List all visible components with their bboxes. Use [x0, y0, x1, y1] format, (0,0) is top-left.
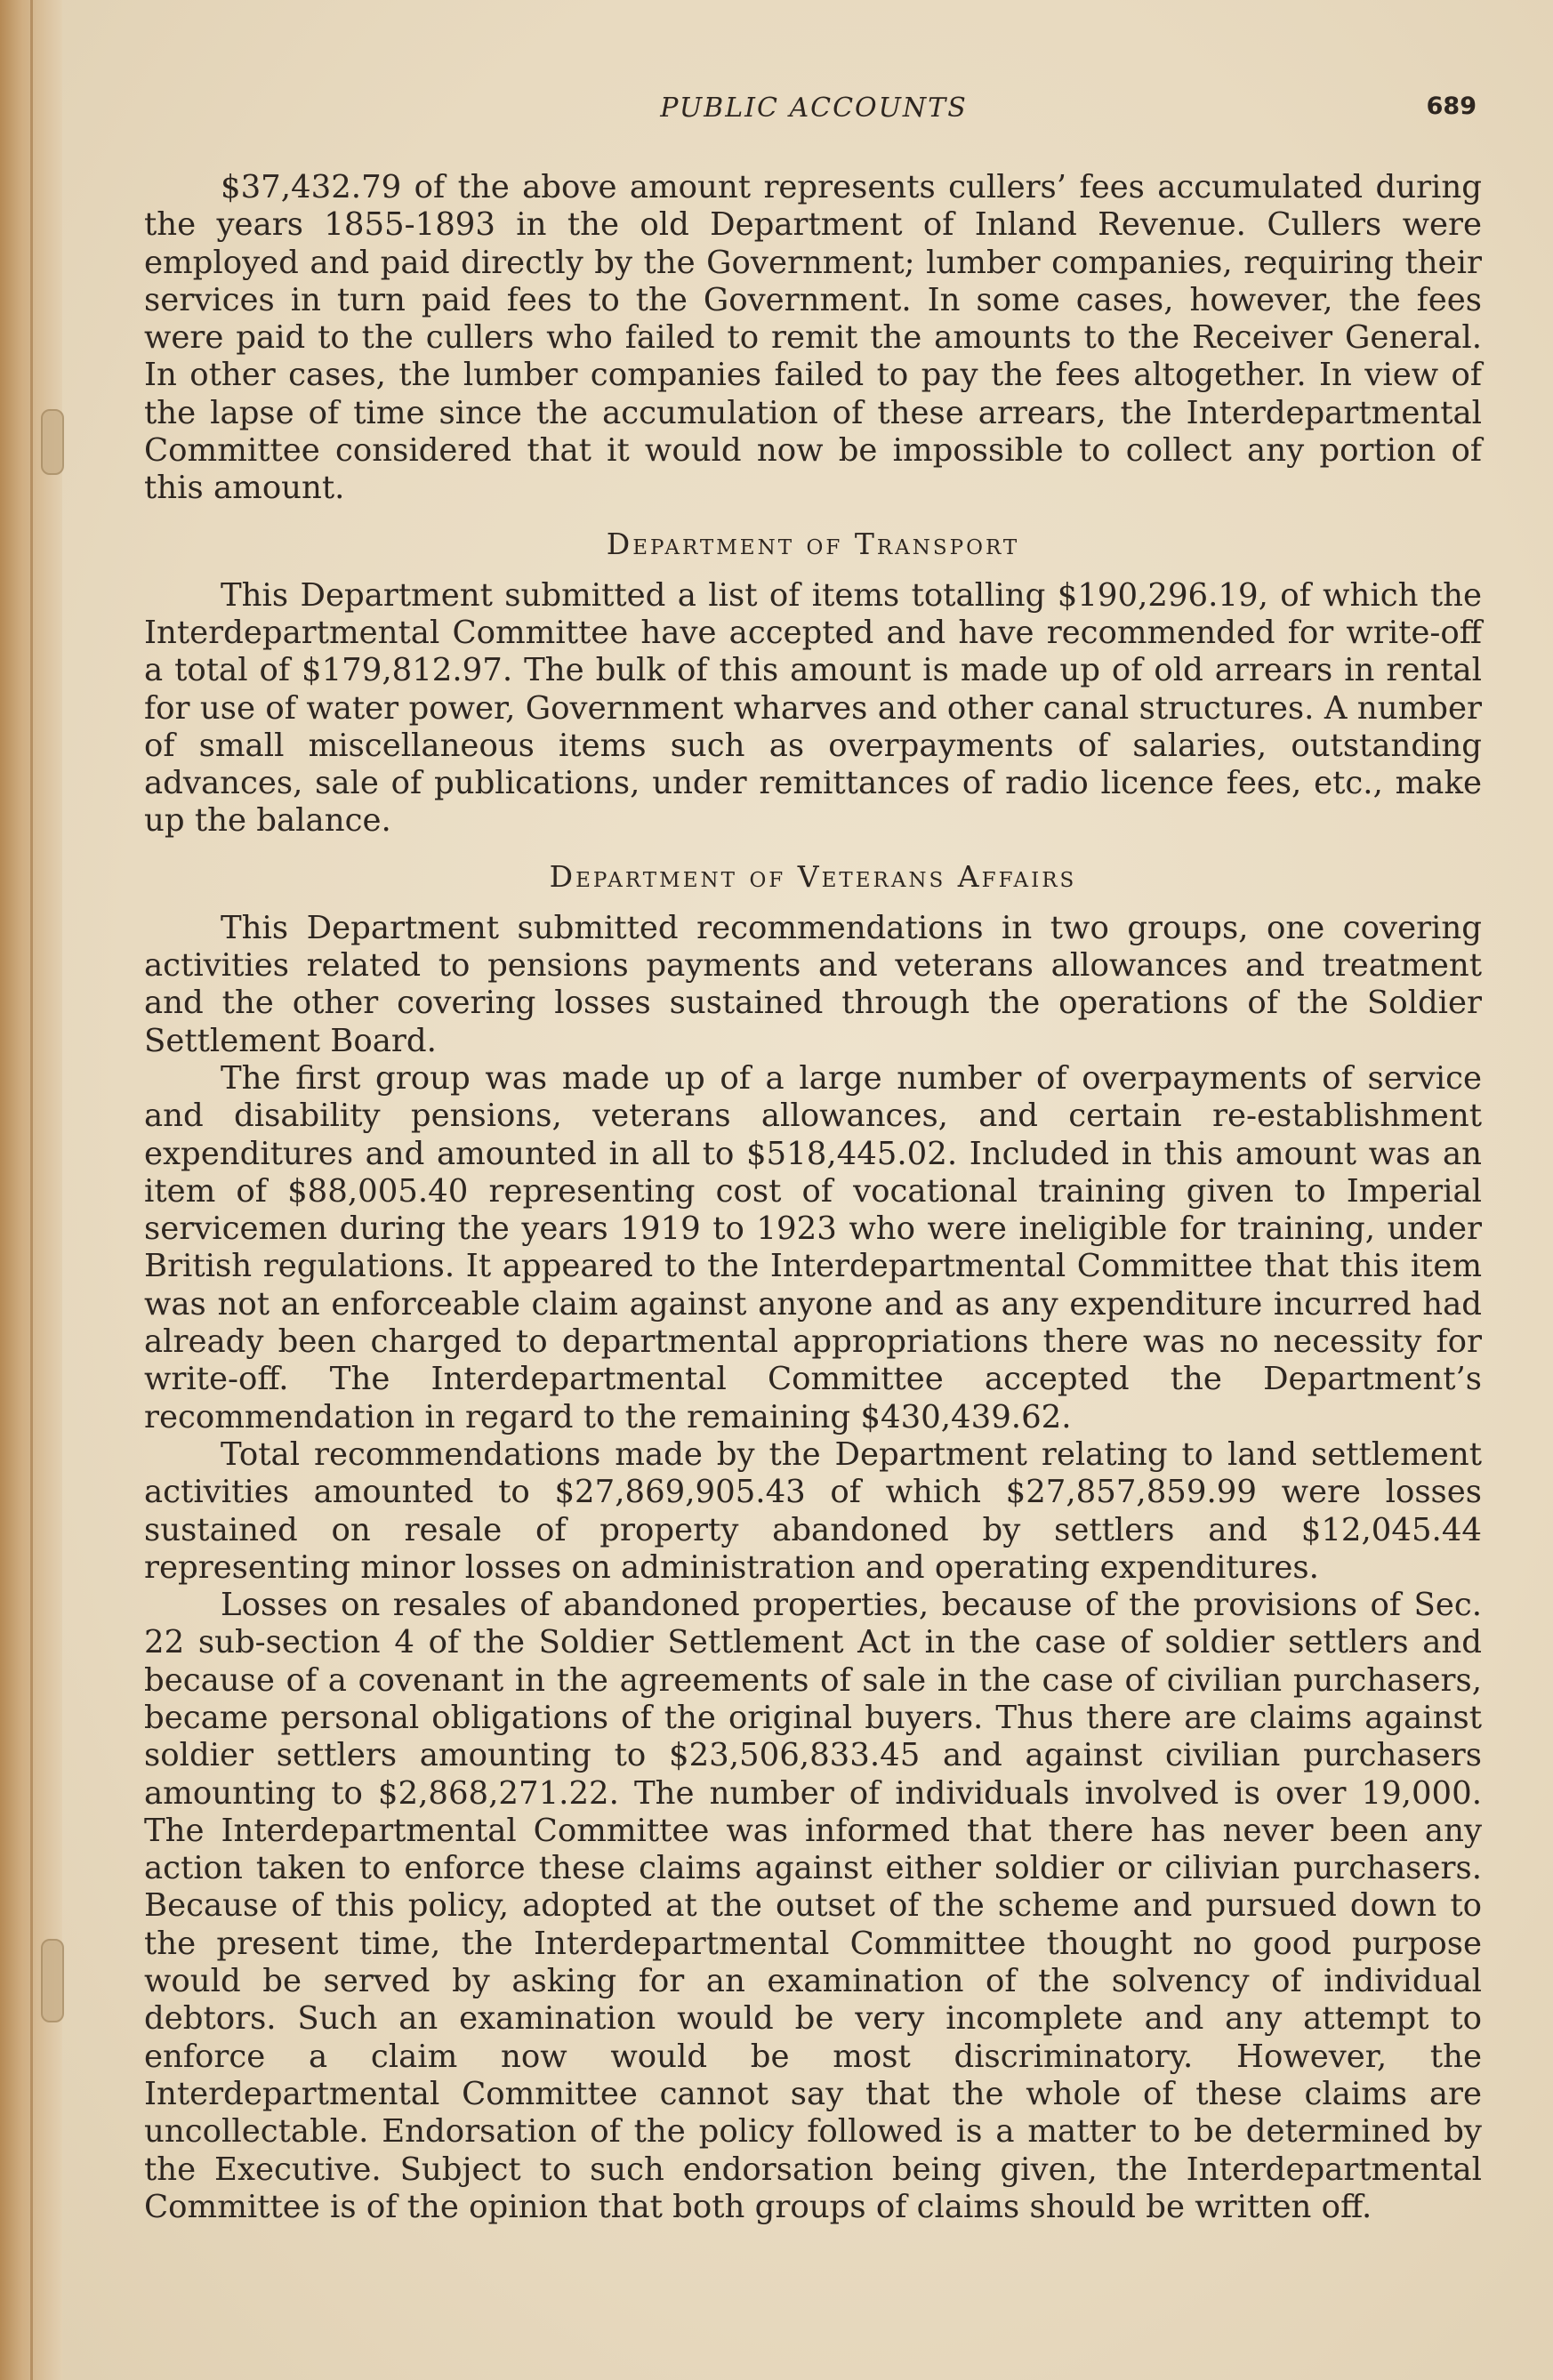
binding-line: [30, 0, 33, 2380]
paragraph-losses-on-resales: Losses on resales of abandoned properties, because of the provisions of Sec. 22 sub-section 4 of the Soldier Settlement Act in the case of soldier settlers and because of a covenant in the agreements of sale in the case of civilian purchasers, became personal obligations of the original buyers. Thus there are claims against soldier settlers amounting to $23,506,833.45 and against civilian purchasers amounting to $2,868,271.22. The number of individuals involved is over 19,000. The Interdepartmental Committee was informed that there has never been any action taken to enforce these claims against either soldier or cilivian purchasers. Because of this policy, adopted at the outset of the scheme and pursued down to the present time, the Interdepartmental Committee thought no good purpose would be served by asking for an examination of the solvency of individual debtors. Such an examination would be very incomplete and any attempt to enforce a claim now would be most discriminatory. However, the Interdepartmental Committee cannot say that the whole of these claims are uncollectable. Endorsation of the policy followed is a matter to be determined by the Executive. Subject to such endorsation being given, the Interdepartmental Committee is of the opinion that both groups of claims should be written off.: [144, 1587, 1482, 2225]
page-number: 689: [1426, 92, 1477, 120]
paragraph-cullers-fees: $37,432.79 of the above amount represents cullers’ fees accumulated during the years 1855-1893 in the old Department of Inland Revenue. Cullers were employed and paid directly by the Government; lumber companies, requiring their services in turn paid fees to the Government. In some cases, however, the fees were paid to the cullers who failed to remit the amounts to the Receiver General. In other cases, the lumber companies failed to pay the fees altogether. In view of the lapse of time since the accumulation of these arrears, the Interdepartmental Committee considered that it would now be impossible to collect any portion of this amount.: [144, 169, 1482, 507]
paragraph-veterans-intro: This Department submitted recommendations in two groups, one covering activities related to pensions payments and veterans allowances and treatment and the other covering losses sustained through the operations of the Soldier Settlement Board.: [144, 909, 1482, 1059]
staple-hole: [41, 409, 64, 475]
staple-hole: [41, 1939, 64, 2022]
section-heading-veterans-affairs: Department of Veterans Affairs: [549, 858, 1077, 894]
document-body: [144, 169, 1482, 2226]
paragraph-transport: This Department submitted a list of items totalling $190,296.19, of which the Interdepartmental Committee have accepted and have recommended for write-off a total of $179,812.97. The bulk of this amount is made up of old arrears in rental for use of water power, Government wharves and other canal structures. A number of small miscellaneous items such as overpayments of salaries, outstanding advances, sale of publications, under remittances of radio licence fees, etc., make up the balance.: [144, 576, 1482, 840]
page-header: [151, 92, 1477, 137]
section-heading-transport: Department of Transport: [606, 526, 1020, 561]
paragraph-first-group: The first group was made up of a large number of overpayments of service and disability pensions, veterans allowances, and certain re-establishment expenditures and amounted in all to $518,445.02. Included in this amount was an item of $88,005.40 representing cost of vocational training given to Imperial servicemen during the years 1919 to 1923 who were ineligible for training, under British regulations. It appeared to the Interdepartmental Committee that this item was not an enforceable claim against anyone and as any expenditure incurred had already been charged to departmental appropriations there was no necessity for write-off. The Interdepartmental Committee accepted the Department’s recommendation in regard to the remaining $430,439.62.: [144, 1059, 1482, 1435]
running-title: PUBLIC ACCOUNTS: [660, 92, 968, 124]
paragraph-land-settlement: Total recommendations made by the Department relating to land settlement activities amounted to $27,869,905.43 of which $27,857,859.99 were losses sustained on resale of property abandoned by settlers and $12,045.44 representing minor losses on administration and operating expenditures.: [144, 1435, 1482, 1586]
